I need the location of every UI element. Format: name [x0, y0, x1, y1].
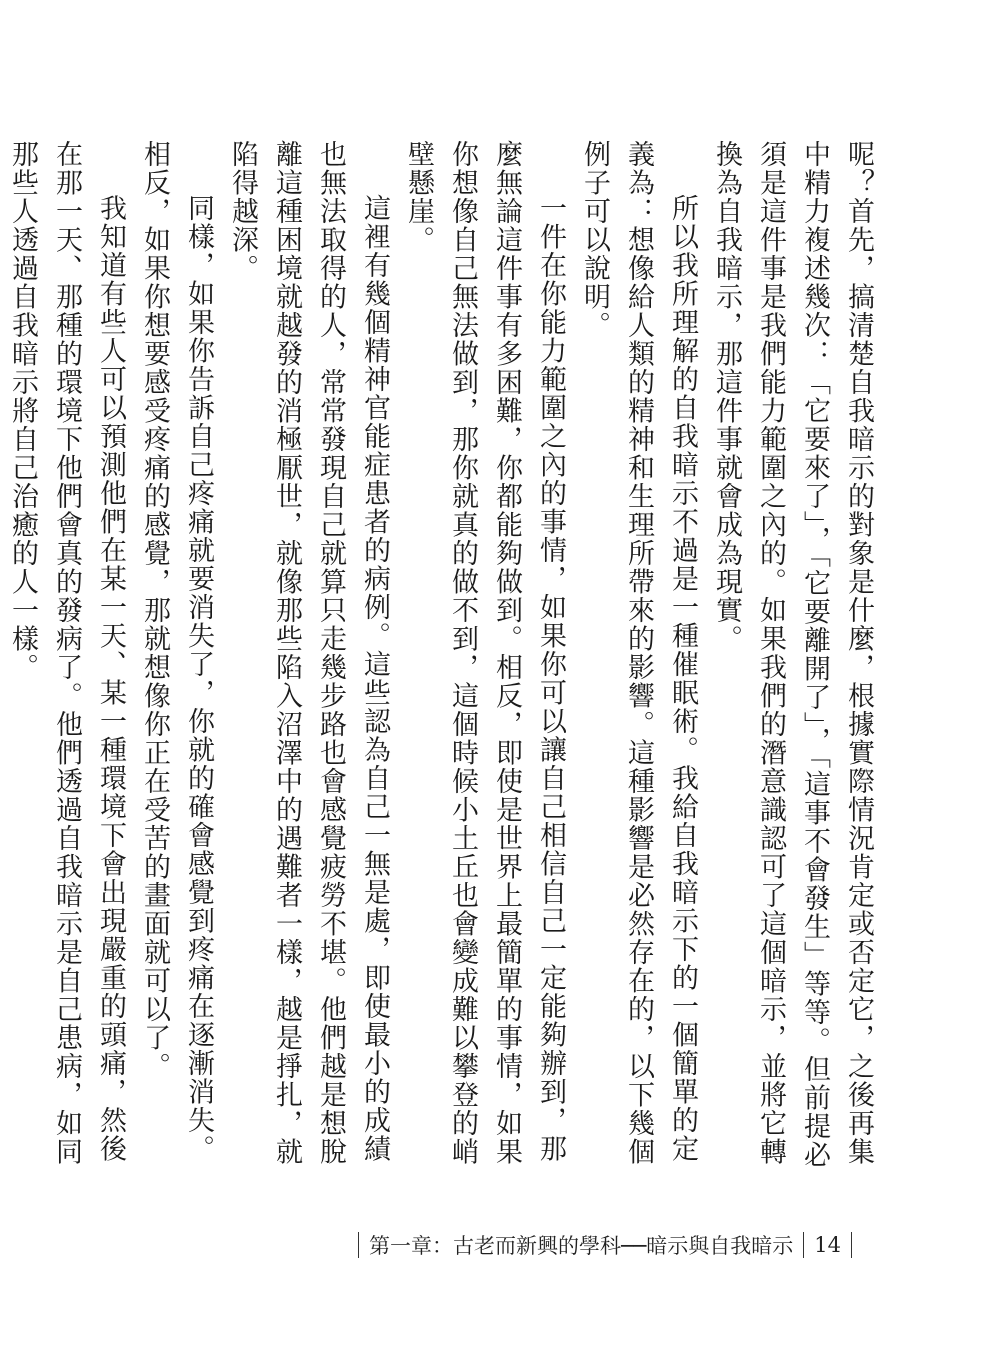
- page-footer: [348, 1230, 862, 1260]
- paragraph-6: 我知道有些人可以預測他們在某一天、某一種環境下會出現嚴重的頭痛，然後在那一天、那種的環境下他們會真的發病了。他們透過自我暗示是自己患病，如同那些人透過自我暗示將自己治癒的人一樣。: [7, 140, 126, 1166]
- paragraph-3: 一件在你能力範圍之內的事情，如果你可以讓自己相信自己一定能夠辦到，那麼無論這件事有多困難，你都能夠做到。相反，即使是世界上最簡單的事情，如果你想像自己無法做到，那你就真的做不到，這個時候小土丘也會變成難以攀登的峭壁懸崖。: [403, 140, 566, 1166]
- paragraph-2: 所以我所理解的自我暗示不過是一種催眠術。我給自我暗示下的一個簡單的定義為：想像給人類的精神和生理所帶來的影響。這種影響是必然存在的，以下幾個例子可以說明。: [579, 140, 698, 1166]
- paragraph-4: 這裡有幾個精神官能症患者的病例。這些認為自己一無是處，即使最小的成績也無法取得的人，常常發現自己就算只走幾步路也會感覺疲勞不堪。他們越是想脫離這種困境就越發的消極厭世，就像那些陷入沼澤中的遇難者一樣，越是掙扎，就陷得越深。: [227, 140, 390, 1166]
- chapter-title: 第一章：古老而新興的學科──暗示與自我暗示: [368, 1234, 794, 1258]
- body-text: [7, 140, 880, 1180]
- footer-divider-middle: [803, 1232, 804, 1258]
- page-number: 14: [814, 1233, 841, 1257]
- paragraph-5: 同樣，如果你告訴自己疼痛就要消失了，你就的確會感覺到疼痛在逐漸消失。相反，如果你想要感受疼痛的感覺，那就想像你正在受苦的畫面就可以了。: [139, 140, 214, 1163]
- footer-divider-right: [851, 1232, 852, 1258]
- footer-divider-left: [358, 1232, 359, 1258]
- paragraph-1: 呢？首先，搞清楚自我暗示的對象是什麼，根據實際情況肯定或否定它，之後再集中精力複述幾次：「它要來了」，「它要離開了」，「這事不會發生」等等。但前提必須是這件事是我們能力範圍之內的。如果我們的潛意識認可了這個暗示，並將它轉換為自我暗示，那這件事就會成為現實。: [711, 140, 874, 1169]
